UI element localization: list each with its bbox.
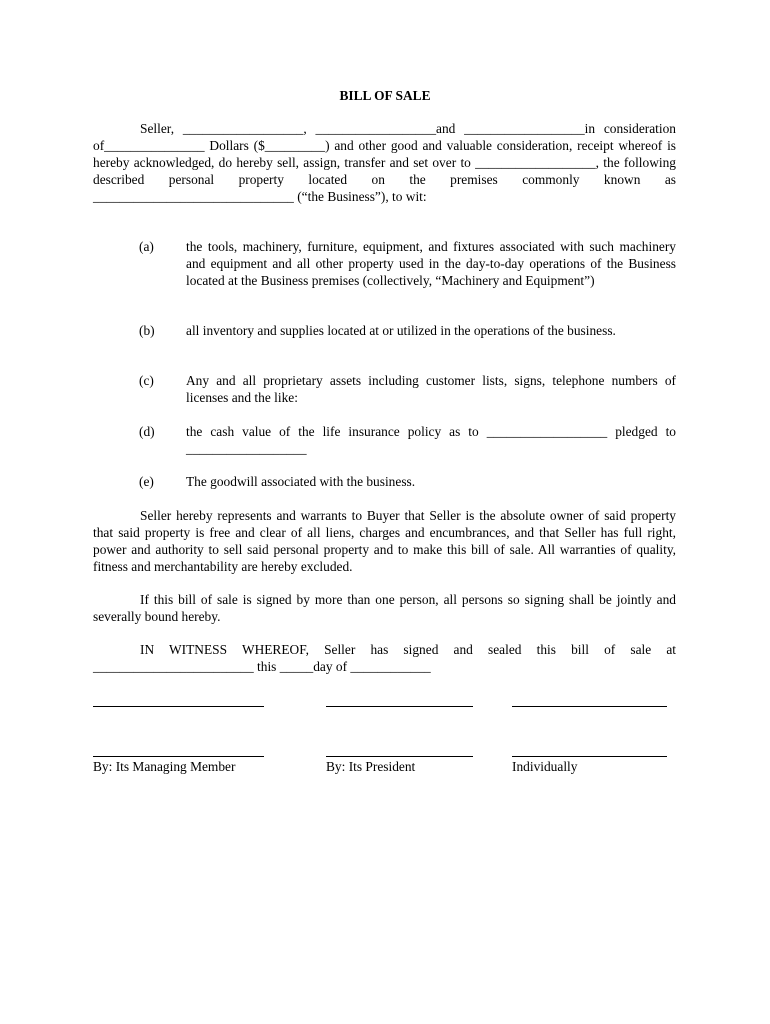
item-text: all inventory and supplies located at or utilized in the operations of the business. (186, 323, 616, 338)
caption-president: By: Its President (326, 759, 416, 774)
caption-individual: Individually (512, 759, 578, 774)
signature-line-managing-member-1 (93, 706, 264, 707)
item-label: (c) (139, 373, 154, 388)
witness-paragraph: IN WITNESS WHEREOF, Seller has signed and sealed this bill of sale at ________________________ this _____day of ____________ (93, 642, 676, 674)
item-label: (d) (139, 424, 155, 439)
intro-paragraph: Seller, __________________, __________________and __________________in consideration of_______________ Dollars ($_________) and other good and valuable consideration, receipt whereof is hereby acknowledged, do hereby sell, assign, transfer and set over to __________________, the following described personal property located on the premises commonly known as ______________________________ (“the Business”), to wit: (93, 121, 676, 204)
signature-line-managing-member-2 (93, 756, 264, 757)
item-text: The goodwill associated with the business. (186, 474, 416, 489)
item-label: (a) (139, 239, 154, 254)
caption-managing-member: By: Its Managing Member (93, 759, 236, 774)
joint-liability-paragraph: If this bill of sale is signed by more than one person, all persons so signing shall be jointly and severally bound hereby. (93, 592, 676, 624)
warranty-paragraph: Seller hereby represents and warrants to Buyer that Seller is the absolute owner of said property that said property is free and clear of all liens, charges and encumbrances, and that Seller has full right, power and authority to sell said personal property and to make this bill of sale. All warranties of quality, fitness and merchantability are hereby excluded. (93, 508, 676, 574)
item-text: the cash value of the life insurance policy as to __________________ pledged to __________________ (186, 424, 676, 456)
signature-line-president-2 (326, 756, 473, 757)
signature-line-individual-2 (512, 756, 667, 757)
document-title: BILL OF SALE (339, 88, 431, 103)
signature-line-president-1 (326, 706, 473, 707)
signature-line-individual-1 (512, 706, 667, 707)
item-text: the tools, machinery, furniture, equipment, and fixtures associated with such machinery and equipment and all other property used in the day-to-day operations of the Business located at the Business premises (collectively, “Machinery and Equipment”) (186, 239, 676, 288)
item-label: (b) (139, 323, 155, 338)
item-label: (e) (139, 474, 154, 489)
item-text: Any and all proprietary assets including customer lists, signs, telephone numbers of licenses and the like: (186, 373, 676, 405)
